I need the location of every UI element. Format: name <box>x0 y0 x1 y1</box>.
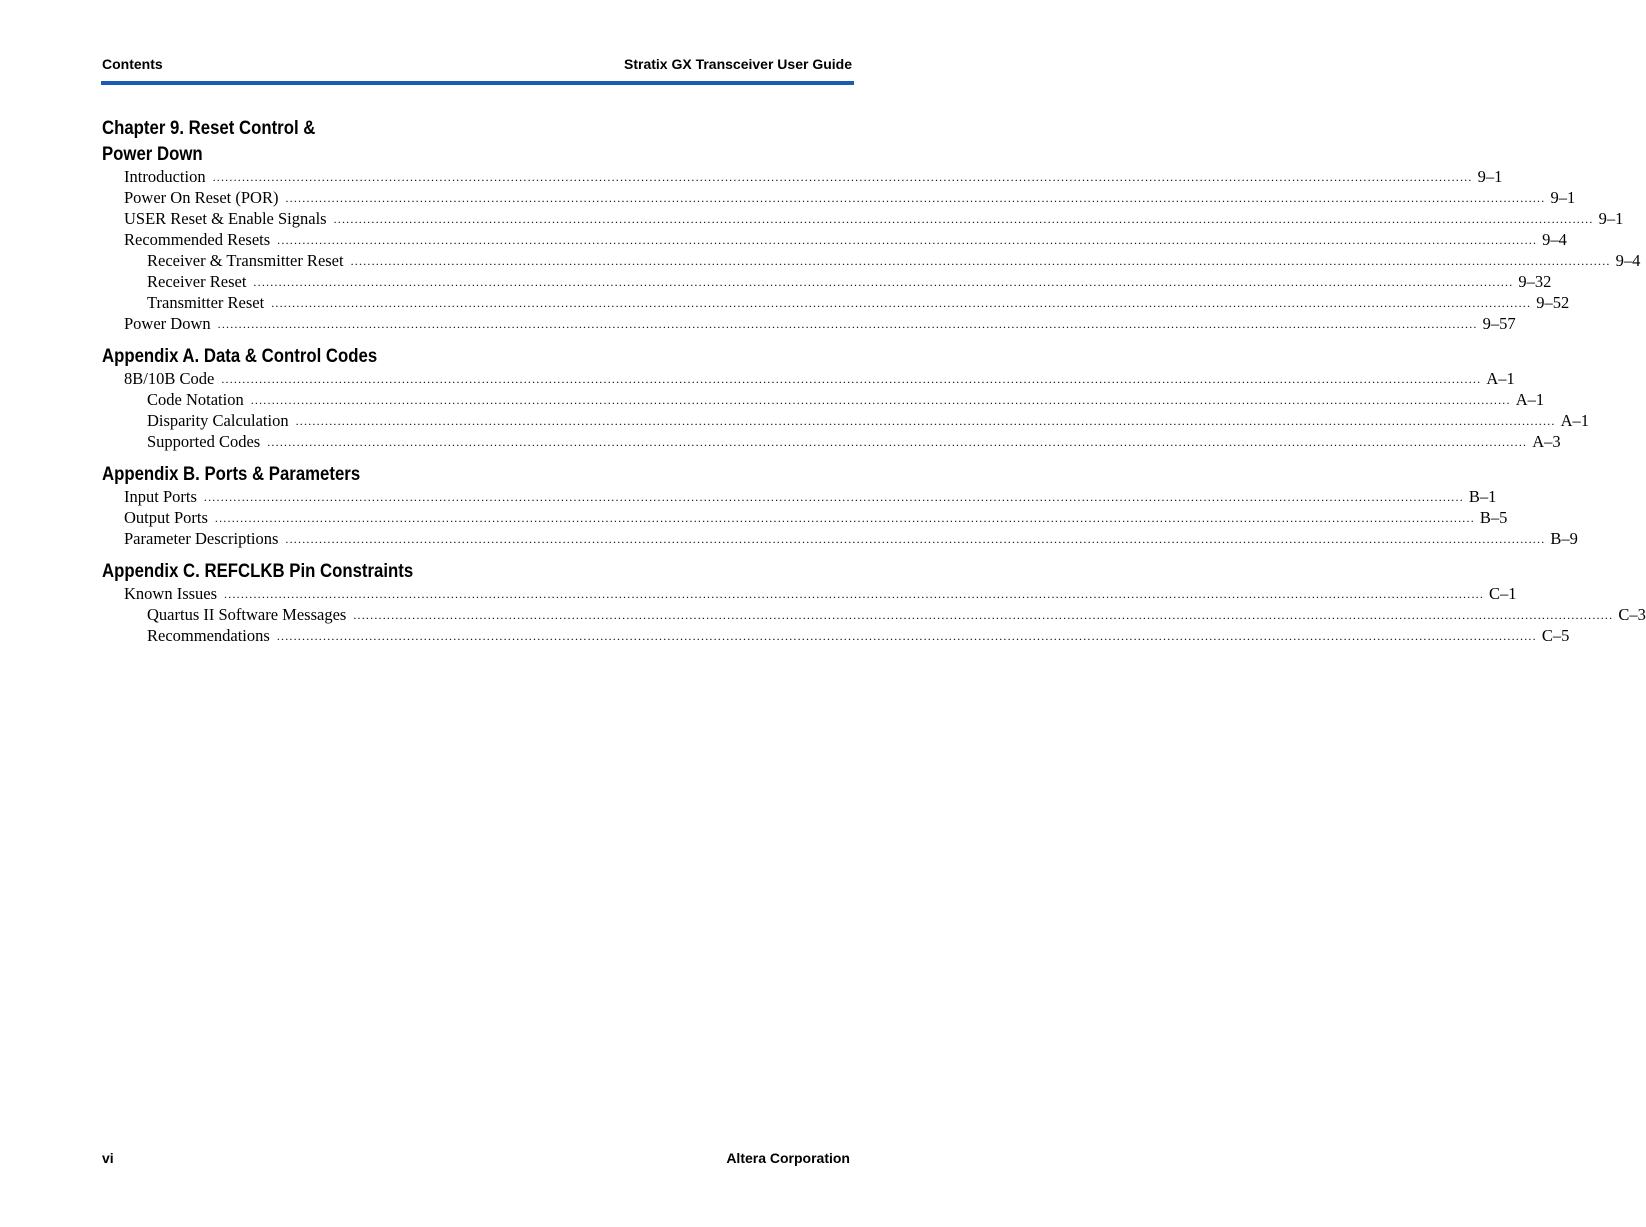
toc-entry[interactable] <box>102 389 1545 410</box>
dot-leader: ............................................................................................................................................................................................................................................................................................................ <box>212 170 1473 184</box>
toc-entry-label: 8B/10B Code <box>124 369 215 388</box>
toc-entry[interactable] <box>102 187 1576 208</box>
toc-entry[interactable] <box>102 431 1561 452</box>
section-title: Chapter 9. Reset Control & <box>102 117 316 139</box>
section-title: Appendix B. Ports & Parameters <box>102 463 361 485</box>
dot-leader: ............................................................................................................................................................................................................................................................................................................ <box>285 532 1546 546</box>
toc-entry[interactable] <box>102 486 1497 507</box>
toc-entry-label: Introduction <box>124 167 206 186</box>
toc-entry[interactable] <box>102 604 1646 625</box>
toc-entry[interactable] <box>102 208 1624 229</box>
toc-entry-page: 9–4 <box>1615 251 1641 270</box>
toc-entry-page: A–1 <box>1515 390 1545 409</box>
toc-entry[interactable] <box>102 368 1515 389</box>
toc-entry[interactable] <box>102 229 1567 250</box>
toc-entry-label: Disparity Calculation <box>147 411 289 430</box>
dot-leader: ............................................................................................................................................................................................................................................................................................................ <box>221 372 1482 386</box>
dot-leader: ............................................................................................................................................................................................................................................................................................................ <box>277 233 1538 247</box>
toc-entry-page: C–5 <box>1541 626 1570 645</box>
dot-leader: ............................................................................................................................................................................................................................................................................................................ <box>353 608 1614 622</box>
toc-entry[interactable] <box>102 271 1552 292</box>
toc-entry[interactable] <box>102 625 1570 646</box>
toc-entry-label: Quartus II Software Messages <box>147 605 347 624</box>
toc-entry-label: Parameter Descriptions <box>124 529 279 548</box>
toc-entry-page: B–9 <box>1550 529 1578 548</box>
toc-entry-page: 9–57 <box>1482 314 1516 333</box>
toc-entry-page: B–5 <box>1479 508 1508 527</box>
page-footer <box>102 1150 850 1170</box>
toc-entry-page: 9–1 <box>1550 188 1576 207</box>
toc-entry[interactable] <box>102 528 1578 549</box>
toc-entry-page: A–1 <box>1560 411 1590 430</box>
toc-entry-label: Transmitter Reset <box>147 293 265 312</box>
toc-entry[interactable] <box>102 313 1516 334</box>
toc-entry[interactable] <box>102 166 1503 187</box>
section-title: Appendix C. REFCLKB Pin Constraints <box>102 560 414 582</box>
toc-entry-label: Power On Reset (POR) <box>124 188 279 207</box>
toc-entry-label: Receiver Reset <box>147 272 247 291</box>
dot-leader: ............................................................................................................................................................................................................................................................................................................ <box>276 629 1537 643</box>
header-document-title: Stratix GX Transceiver User Guide <box>624 56 852 72</box>
header-section-label: Contents <box>102 56 163 72</box>
dot-leader: ............................................................................................................................................................................................................................................................................................................ <box>271 296 1532 310</box>
toc-section <box>102 462 1578 549</box>
toc-entry-label: USER Reset & Enable Signals <box>124 209 327 228</box>
dot-leader: ............................................................................................................................................................................................................................................................................................................ <box>285 191 1546 205</box>
page-header <box>102 56 852 76</box>
toc-entry-page: A–3 <box>1532 432 1561 451</box>
dot-leader: ............................................................................................................................................................................................................................................................................................................ <box>295 414 1556 428</box>
toc-entry-label: Recommended Resets <box>124 230 271 249</box>
toc-entry-page: A–1 <box>1486 369 1515 388</box>
toc-entry-page: 9–52 <box>1536 293 1570 312</box>
dot-leader: ............................................................................................................................................................................................................................................................................................................ <box>203 490 1464 504</box>
toc-entry-label: Power Down <box>124 314 211 333</box>
footer-page-number: vi <box>102 1150 114 1166</box>
toc-entry[interactable] <box>102 292 1570 313</box>
dot-leader: ............................................................................................................................................................................................................................................................................................................ <box>214 511 1475 525</box>
toc-entry-label: Supported Codes <box>147 432 261 451</box>
toc-entry[interactable] <box>102 250 1641 271</box>
toc-section <box>102 559 1646 646</box>
toc-entry-page: 9–1 <box>1598 209 1624 228</box>
toc-entry-label: Recommendations <box>147 626 270 645</box>
toc-section <box>102 116 1641 334</box>
toc-entry-page: B–1 <box>1468 487 1497 506</box>
toc-entry-label: Known Issues <box>124 584 218 603</box>
dot-leader: ............................................................................................................................................................................................................................................................................................................ <box>250 393 1511 407</box>
toc-entry-label: Code Notation <box>147 390 244 409</box>
section-title: Power Down <box>102 143 203 165</box>
toc-entry-page: 9–4 <box>1542 230 1567 249</box>
dot-leader: ............................................................................................................................................................................................................................................................................................................ <box>333 212 1594 226</box>
toc-entry[interactable] <box>102 410 1590 431</box>
dot-leader: ............................................................................................................................................................................................................................................................................................................ <box>267 435 1528 449</box>
toc-entry[interactable] <box>102 507 1508 528</box>
section-title: Appendix A. Data & Control Codes <box>102 345 378 367</box>
toc-entry-page: C–1 <box>1489 584 1517 603</box>
toc-entry-page: 9–32 <box>1518 272 1552 291</box>
dot-leader: ............................................................................................................................................................................................................................................................................................................ <box>253 275 1514 289</box>
toc-entry-label: Input Ports <box>124 487 197 506</box>
dot-leader: ............................................................................................................................................................................................................................................................................................................ <box>217 317 1478 331</box>
table-of-contents <box>102 114 1646 656</box>
dot-leader: ............................................................................................................................................................................................................................................................................................................ <box>350 254 1611 268</box>
toc-entry[interactable] <box>102 583 1517 604</box>
toc-entry-page: 9–1 <box>1477 167 1503 186</box>
toc-entry-label: Output Ports <box>124 508 208 527</box>
toc-entry-page: C–3 <box>1618 605 1646 624</box>
header-rule <box>101 81 854 85</box>
dot-leader: ............................................................................................................................................................................................................................................................................................................ <box>224 587 1485 601</box>
toc-entry-label: Receiver & Transmitter Reset <box>147 251 344 270</box>
footer-publisher: Altera Corporation <box>726 1150 850 1166</box>
toc-section <box>102 344 1590 452</box>
